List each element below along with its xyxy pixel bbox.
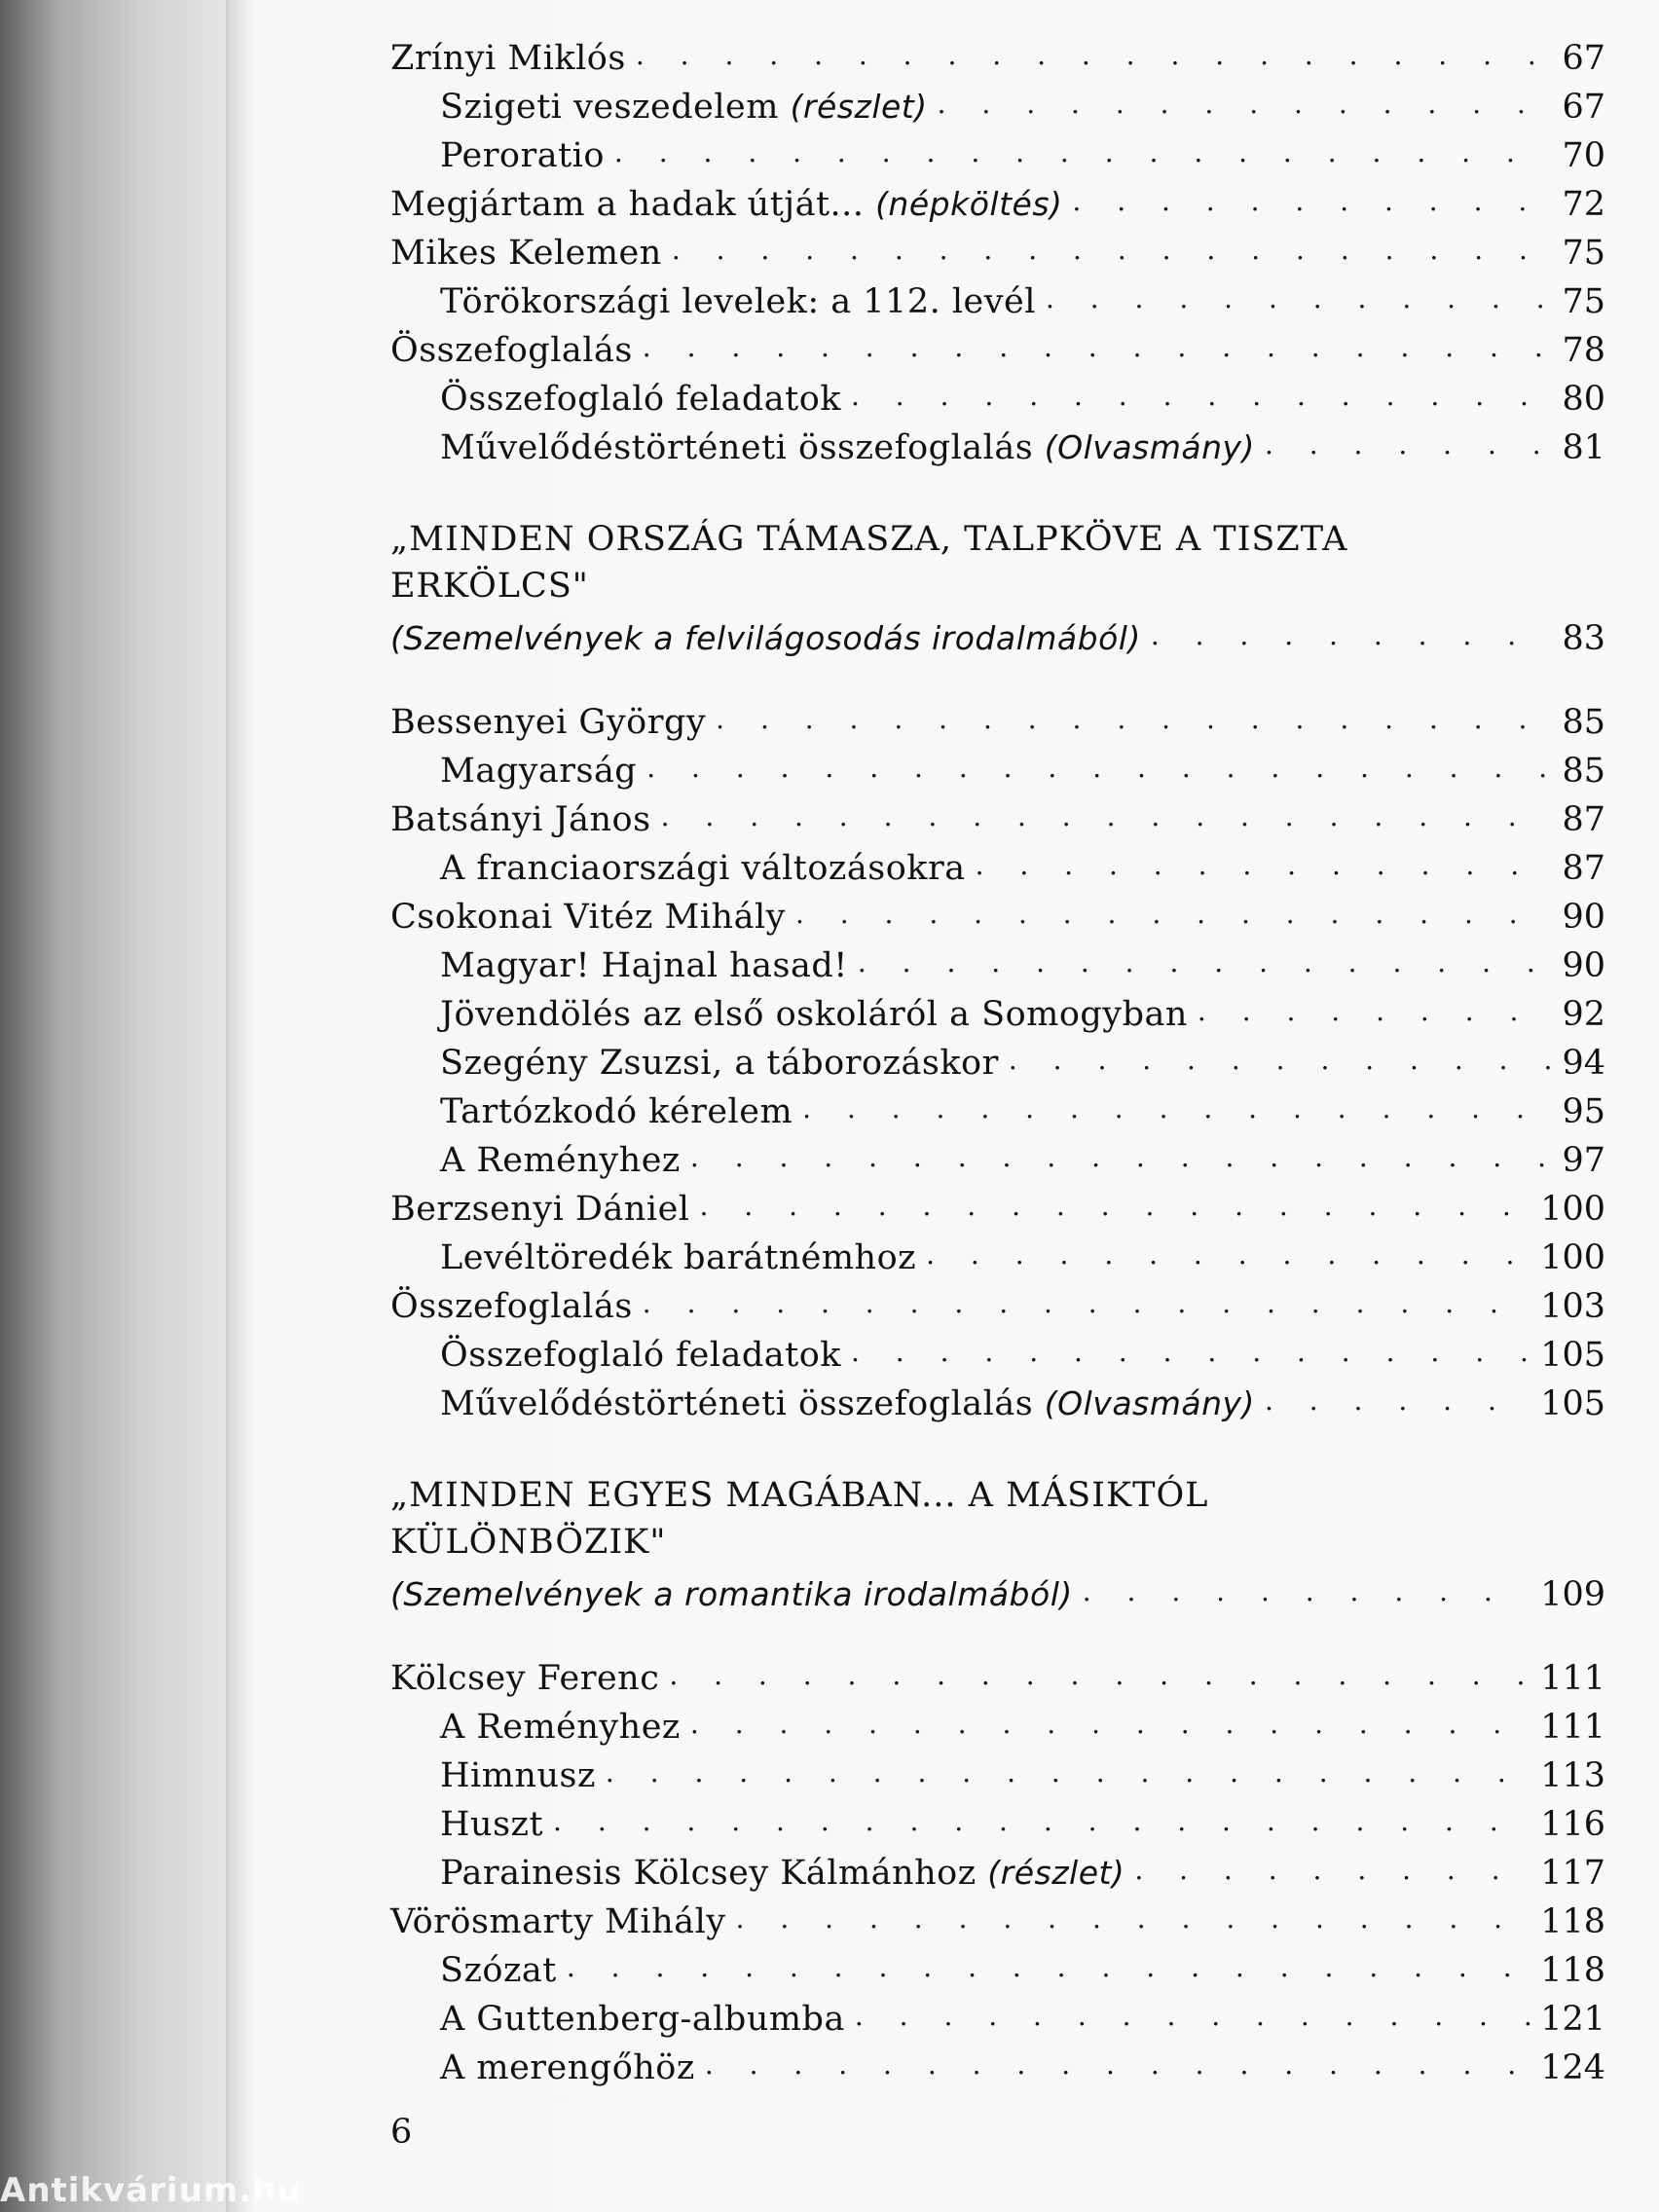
book-page (226, 0, 1659, 2212)
toc-leader-dots (553, 1807, 1530, 1836)
toc-entry-text: Megjártam a hadak útját... (390, 185, 876, 224)
toc-entry (390, 1326, 1605, 1375)
toc-entry-title (390, 39, 626, 78)
section-subtitle-page: 109 (1540, 1575, 1605, 1614)
toc-entry-title (440, 995, 1188, 1034)
toc-leader-dots (690, 1710, 1530, 1739)
toc-entry-page: 118 (1540, 1902, 1605, 1941)
toc-entry-text: Összefoglaló feladatok (440, 380, 841, 419)
toc-entry-text: Peroratio (440, 136, 605, 175)
toc-entry-title (390, 185, 1062, 224)
toc-entry-title (440, 1708, 681, 1747)
toc-entry-page: 81 (1562, 428, 1605, 467)
toc-entry-title (440, 1336, 841, 1375)
toc-entry-page: 97 (1562, 1141, 1605, 1180)
toc-entry-title (440, 752, 637, 791)
toc-entry-page: 90 (1562, 898, 1605, 937)
toc-leader-dots (1265, 1386, 1530, 1416)
toc-leader-dots (1134, 1856, 1530, 1885)
toc-entry (390, 742, 1605, 791)
toc-entry-title (390, 1902, 726, 1941)
toc-entry (390, 791, 1605, 839)
toc-entry (390, 1180, 1605, 1229)
section-heading-line: KÜLÖNBÖZIK" (390, 1523, 667, 1562)
toc-leader-dots (858, 948, 1553, 977)
toc-leader-dots (672, 236, 1553, 265)
toc-entry (390, 127, 1605, 175)
section-heading (390, 1472, 1471, 1566)
toc-entry-text: Összefoglaló feladatok (440, 1336, 841, 1375)
page-number: 6 (390, 2113, 413, 2152)
toc-entry-text: Batsányi János (390, 800, 651, 839)
toc-entry (390, 419, 1605, 467)
toc-entry-text: Művelődéstörténeti összefoglalás (440, 428, 1045, 467)
toc-entry-title (440, 282, 1036, 321)
toc-entry-title (440, 1384, 1255, 1423)
toc-entry (390, 370, 1605, 419)
toc-entry-page: 94 (1562, 1044, 1605, 1083)
toc-entry (390, 273, 1605, 321)
toc-entry-page: 117 (1540, 1854, 1605, 1893)
toc-leader-dots (795, 900, 1553, 929)
toc-entry (390, 985, 1605, 1034)
toc-entry-title (440, 1044, 999, 1083)
toc-entry-text: Művelődéstörténeti összefoglalás (440, 1384, 1045, 1423)
toc-entry-page: 100 (1540, 1238, 1605, 1277)
toc-entry-title (390, 234, 662, 273)
toc-entry (390, 693, 1605, 742)
toc-entry-page: 67 (1562, 39, 1605, 78)
toc-entry-title (440, 1854, 1124, 1893)
toc-entry-title (440, 1756, 596, 1795)
toc-entry-text: Összefoglalás (390, 331, 633, 370)
toc-entry-text: Törökországi levelek: a 112. levél (440, 282, 1036, 321)
toc-entry-page: 105 (1540, 1384, 1605, 1423)
toc-leader-dots (802, 1094, 1552, 1124)
toc-leader-dots (1083, 1577, 1530, 1606)
toc-entry (390, 1893, 1605, 1941)
toc-leader-dots (1046, 284, 1553, 313)
toc-entry (390, 1698, 1605, 1747)
toc-entry-text: Magyar! Hajnal hasad! (440, 946, 848, 985)
toc-entry-page: 87 (1562, 800, 1605, 839)
toc-leader-dots (851, 382, 1552, 411)
toc-entry (390, 1229, 1605, 1277)
toc-entry-page: 100 (1540, 1190, 1605, 1229)
toc-entry-title (440, 849, 966, 888)
toc-leader-dots (1265, 430, 1553, 460)
toc-entry-text: Tartózkodó kérelem (440, 1092, 793, 1131)
section-heading (390, 516, 1471, 609)
toc-leader-dots (614, 138, 1553, 167)
toc-entry-page: 75 (1562, 282, 1605, 321)
toc-entry-text: Vörösmarty Mihály (390, 1902, 726, 1941)
toc-entry-text: Összefoglalás (390, 1287, 633, 1326)
toc-entry-page: 78 (1562, 331, 1605, 370)
toc-entry-title (440, 2000, 845, 2039)
toc-entry-page: 92 (1562, 995, 1605, 1034)
toc-entry-italic-note: (részlet) (987, 1854, 1125, 1892)
section-subtitle (390, 609, 1605, 658)
toc-entry-page: 113 (1540, 1756, 1605, 1795)
toc-entry-title (440, 2048, 695, 2087)
toc-entry-text: Levéltöredék barátnémhoz (440, 1238, 917, 1277)
toc-entry-title (440, 1092, 793, 1131)
section-subtitle-text: (Szemelvények a felvilágosodás irodalmából) (390, 619, 1141, 657)
toc-entry-page: 87 (1562, 849, 1605, 888)
toc-entry-title (390, 898, 786, 937)
toc-entry-text: Bessenyei György (390, 703, 707, 742)
toc-entry (390, 175, 1605, 224)
toc-entry-page: 75 (1562, 234, 1605, 273)
section-subtitle (390, 1566, 1605, 1614)
toc-leader-dots (716, 705, 1552, 734)
toc-entry (390, 1083, 1605, 1131)
toc-entry (390, 1277, 1605, 1326)
toc-entry (390, 839, 1605, 888)
toc-entry-text: Jövendölés az első oskoláról a Somogyban (440, 995, 1188, 1034)
toc-leader-dots (643, 333, 1553, 362)
toc-entry-page: 72 (1562, 185, 1605, 224)
section-subtitle-title (390, 1575, 1073, 1614)
toc-leader-dots (690, 1143, 1553, 1172)
toc-entry-title (440, 1805, 543, 1844)
toc-entry-text: Kölcsey Ferenc (390, 1659, 660, 1698)
toc-leader-dots (938, 90, 1553, 119)
toc-entry-page: 116 (1540, 1805, 1605, 1844)
toc-entry-title (440, 136, 605, 175)
toc-entry-title (440, 1951, 557, 1990)
toc-entry-page: 85 (1562, 703, 1605, 742)
toc-entry (390, 888, 1605, 937)
toc-entry-page: 67 (1562, 88, 1605, 127)
toc-entry (390, 1795, 1605, 1844)
toc-leader-dots (1198, 997, 1553, 1026)
toc-entry (390, 224, 1605, 273)
toc-entry (390, 1034, 1605, 1083)
toc-entry-title (390, 800, 651, 839)
toc-leader-dots (606, 1758, 1530, 1788)
toc-entry-italic-note: (részlet) (790, 88, 928, 126)
toc-entry (390, 1941, 1605, 1990)
toc-entry-page: 118 (1540, 1951, 1605, 1990)
toc-entry-text: A Reményhez (440, 1708, 681, 1747)
section-heading-line: „MINDEN EGYES MAGÁBAN... A MÁSIKTÓL (390, 1476, 1209, 1515)
toc-entry-text: Huszt (440, 1805, 544, 1844)
section-subtitle-text: (Szemelvények a romantika irodalmából) (390, 1575, 1073, 1613)
watermark-text: Antikvárium.hu (0, 2171, 302, 2210)
toc-entry-page: 80 (1562, 380, 1605, 419)
toc-entry (390, 321, 1605, 370)
toc-leader-dots (855, 2002, 1530, 2031)
toc-entry-title (440, 380, 841, 419)
toc-leader-dots (1151, 621, 1553, 650)
toc-entry-text: Himnusz (440, 1756, 596, 1795)
toc-entry-text: Szózat (440, 1951, 557, 1990)
toc-entry (390, 1131, 1605, 1180)
toc-entry-title (440, 946, 848, 985)
section-subtitle-page: 83 (1562, 619, 1605, 658)
toc-leader-dots (1072, 187, 1552, 216)
toc-entry-page: 111 (1540, 1708, 1605, 1747)
toc-entry-text: Szigeti veszedelem (440, 88, 791, 127)
toc-entry-page: 85 (1562, 752, 1605, 791)
toc-entry-text: Magyarság (440, 752, 638, 791)
toc-entry-text: A franciaországi változásokra (440, 849, 966, 888)
toc-entry (390, 2039, 1605, 2087)
toc-leader-dots (1009, 1046, 1553, 1075)
toc-leader-dots (926, 1240, 1530, 1270)
toc-entry (390, 1844, 1605, 1893)
toc-entry-italic-note: (Olvasmány) (1044, 428, 1255, 466)
toc-entry-title (390, 1287, 633, 1326)
toc-entry-text: A Guttenberg-albumba (440, 2000, 845, 2039)
toc-leader-dots (851, 1338, 1530, 1367)
toc-entry-title (390, 1659, 659, 1698)
toc-entry (390, 29, 1605, 78)
toc-entry-title (440, 1141, 681, 1180)
toc-entry-text: Parainesis Kölcsey Kálmánhoz (440, 1854, 988, 1893)
toc-entry-text: A Reményhez (440, 1141, 681, 1180)
toc-entry-page: 103 (1540, 1287, 1605, 1326)
toc-leader-dots (636, 41, 1553, 70)
toc-leader-dots (705, 2050, 1530, 2080)
toc-entry (390, 1990, 1605, 2039)
toc-entry-text: Zrínyi Miklós (390, 39, 626, 78)
toc-entry (390, 1649, 1605, 1698)
toc-entry-italic-note: (népköltés) (875, 185, 1063, 223)
section-heading-line: „MINDEN ORSZÁG TÁMASZA, TALPKÖVE A TISZTA (390, 520, 1348, 559)
toc-entry-title (440, 88, 928, 127)
toc-entry-text: Szegény Zsuzsi, a táborozáskor (440, 1044, 999, 1083)
toc-entry-page: 95 (1562, 1092, 1605, 1131)
toc-entry-title (440, 1238, 916, 1277)
toc-leader-dots (976, 851, 1553, 880)
toc-entry (390, 1747, 1605, 1795)
toc-entry-page: 90 (1562, 946, 1605, 985)
toc-entry-text: A merengőhöz (440, 2048, 695, 2087)
toc-entry-text: Mikes Kelemen (390, 234, 662, 273)
toc-entry-title (390, 703, 706, 742)
toc-entry (390, 937, 1605, 985)
section-subtitle-title (390, 619, 1141, 658)
toc-entry-text: Berzsenyi Dániel (390, 1190, 690, 1229)
toc-leader-dots (699, 1192, 1530, 1221)
toc-entry-title (390, 1190, 689, 1229)
toc-entry-italic-note: (Olvasmány) (1044, 1384, 1255, 1422)
toc-leader-dots (646, 754, 1552, 783)
toc-leader-dots (736, 1904, 1531, 1934)
toc-entry-title (440, 428, 1255, 467)
toc-entry-text: Csokonai Vitéz Mihály (390, 898, 786, 937)
toc-entry-page: 70 (1562, 136, 1605, 175)
toc-entry-page: 121 (1540, 2000, 1605, 2039)
toc-leader-dots (567, 1953, 1530, 1982)
toc-leader-dots (669, 1661, 1530, 1690)
toc-entry-title (390, 331, 633, 370)
toc-entry-page: 105 (1540, 1336, 1605, 1375)
toc-entry-page: 124 (1540, 2048, 1605, 2087)
toc-leader-dots (643, 1289, 1530, 1318)
toc-leader-dots (661, 802, 1553, 831)
toc-entry (390, 78, 1605, 127)
toc-entry (390, 1375, 1605, 1423)
toc-entry-page: 111 (1540, 1659, 1605, 1698)
section-heading-line: ERKÖLCS" (390, 567, 589, 606)
table-of-contents (390, 29, 1605, 2087)
scan-background (0, 0, 229, 2212)
